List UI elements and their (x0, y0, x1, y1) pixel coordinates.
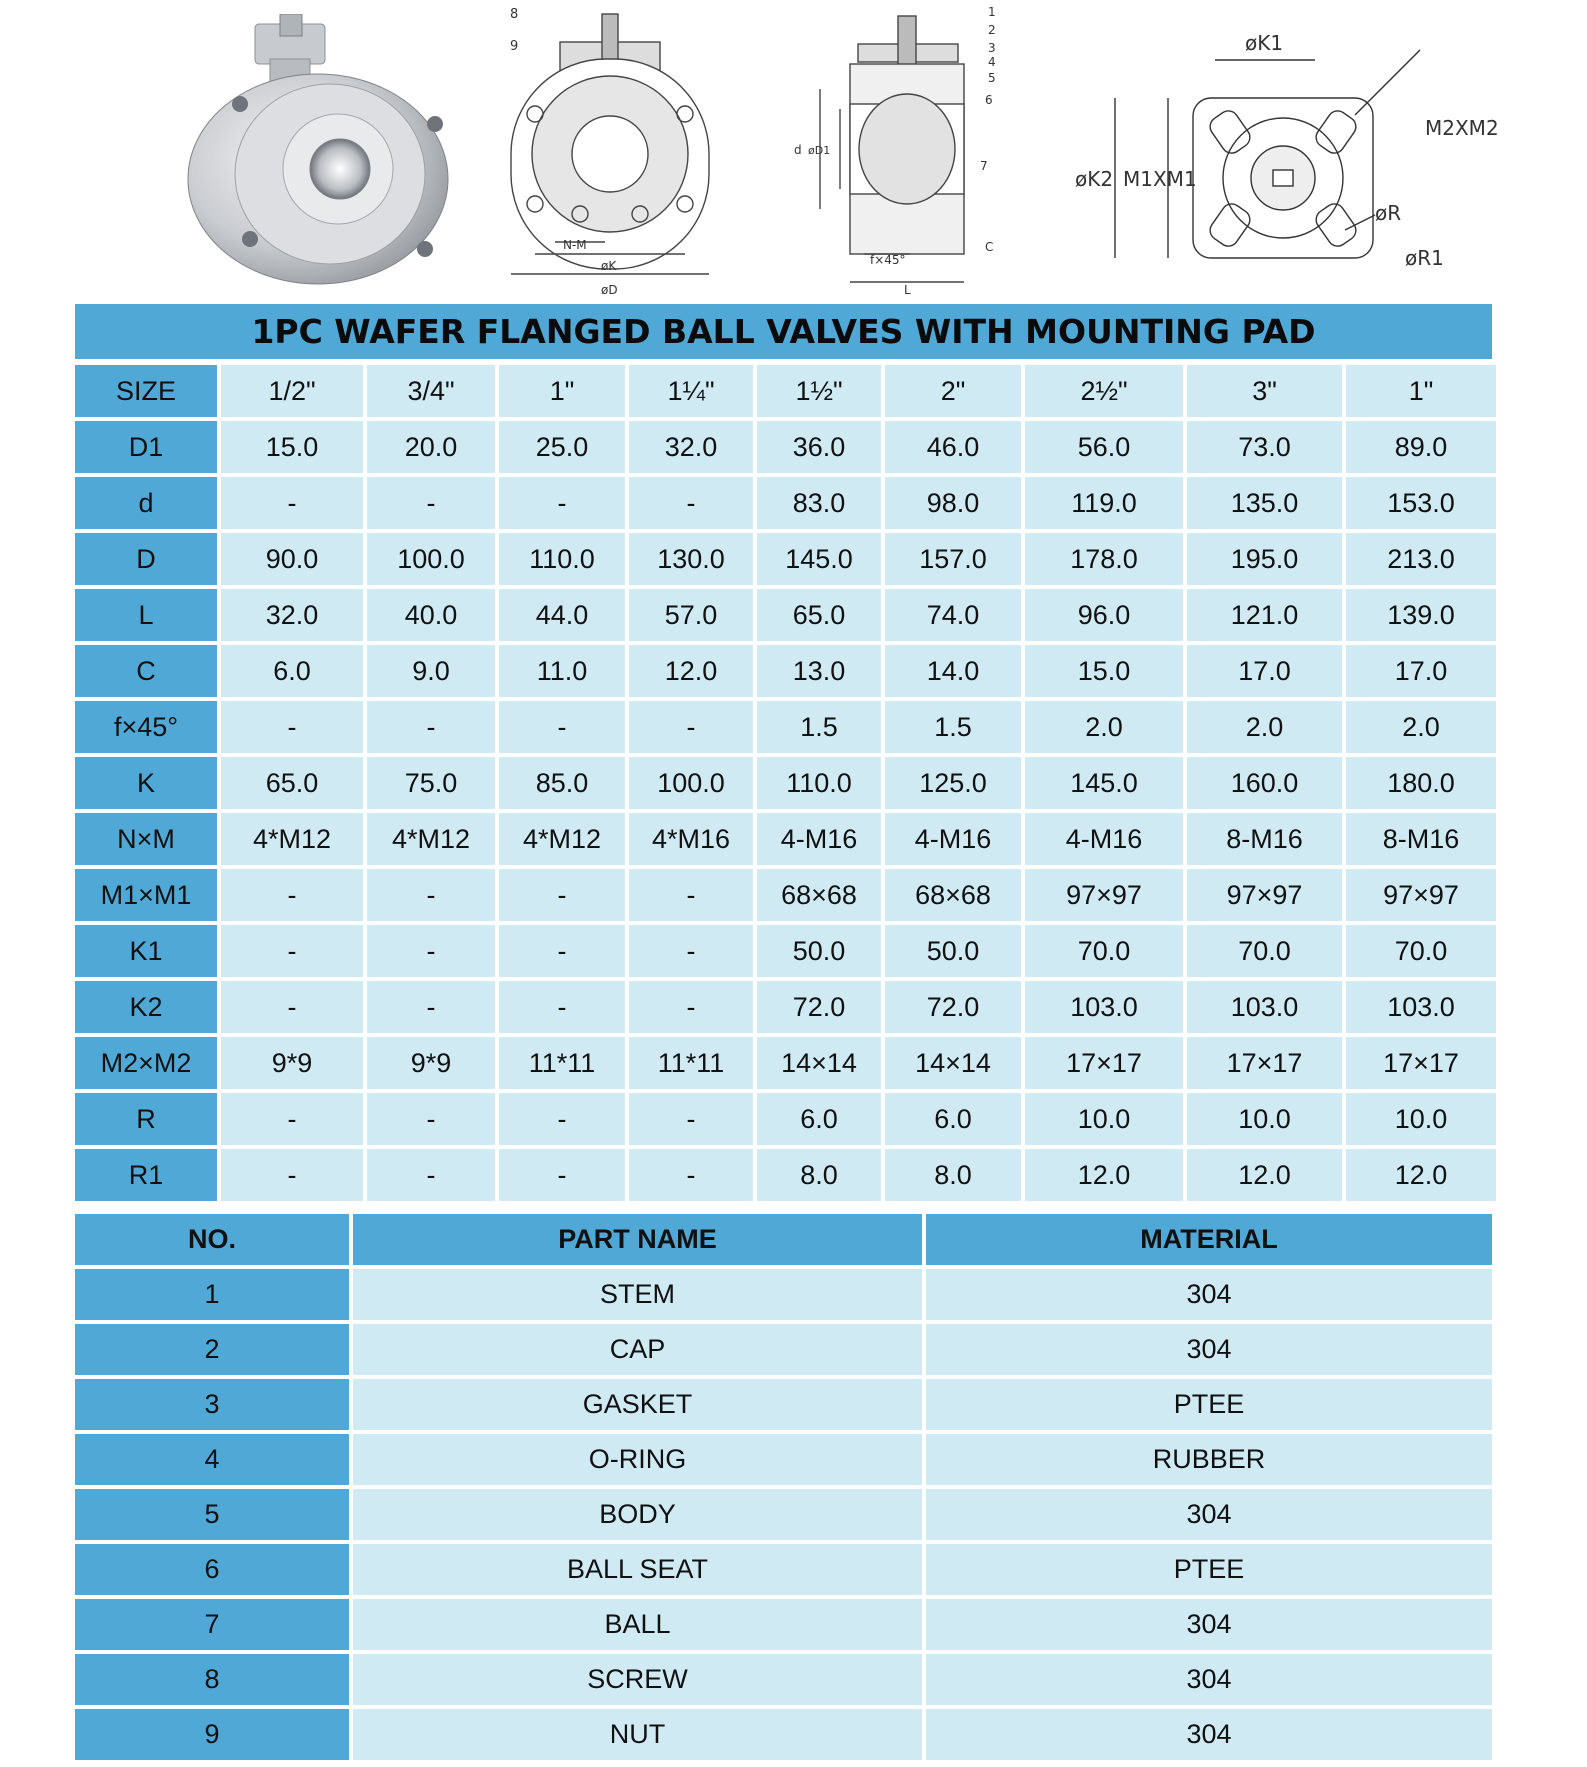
figures-strip (0, 0, 1587, 300)
value-cell: 65.0 (221, 757, 363, 809)
value-cell: 125.0 (885, 757, 1021, 809)
m1xm1-label: M1XM1 (1123, 167, 1197, 191)
value-cell: 75.0 (367, 757, 495, 809)
spec-row (75, 645, 1496, 697)
value-cell: 97×97 (1346, 869, 1496, 921)
value-cell: 73.0 (1187, 421, 1342, 473)
spec-row (75, 757, 1496, 809)
size-cell: 1¼" (629, 365, 753, 417)
value-cell: 13.0 (757, 645, 881, 697)
parts-table-body (75, 1269, 1492, 1760)
r1-label: øR1 (1405, 246, 1444, 270)
part-name: BALL (353, 1599, 922, 1650)
size-cell: 1½" (757, 365, 881, 417)
parts-row (75, 1544, 1492, 1595)
value-cell: 12.0 (629, 645, 753, 697)
parts-row (75, 1434, 1492, 1485)
value-cell: 17.0 (1187, 645, 1342, 697)
spec-row (75, 1037, 1496, 1089)
part-material: 304 (926, 1489, 1492, 1540)
value-cell: 70.0 (1346, 925, 1496, 977)
header-part-name: PART NAME (353, 1214, 922, 1265)
header-material: MATERIAL (926, 1214, 1492, 1265)
value-cell: 12.0 (1025, 1149, 1183, 1201)
row-label: R (75, 1093, 217, 1145)
value-cell: 89.0 (1346, 421, 1496, 473)
value-cell: 9*9 (221, 1037, 363, 1089)
spec-row (75, 925, 1496, 977)
chamfer-label: f×45° (870, 253, 906, 267)
value-cell: 9.0 (367, 645, 495, 697)
value-cell: 70.0 (1187, 925, 1342, 977)
value-cell: 36.0 (757, 421, 881, 473)
callout-4: 4 (988, 55, 996, 69)
value-cell: 46.0 (885, 421, 1021, 473)
value-cell: 17×17 (1346, 1037, 1496, 1089)
row-label: M1×M1 (75, 869, 217, 921)
value-cell: 25.0 (499, 421, 625, 473)
part-material: PTEE (926, 1379, 1492, 1430)
callout-9: 9 (510, 39, 519, 54)
row-label: SIZE (75, 365, 217, 417)
value-cell: 4-M16 (757, 813, 881, 865)
value-cell: 135.0 (1187, 477, 1342, 529)
part-name: STEM (353, 1269, 922, 1320)
value-cell: 103.0 (1346, 981, 1496, 1033)
l-label: L (904, 283, 911, 297)
value-cell: 12.0 (1187, 1149, 1342, 1201)
row-label: f×45° (75, 701, 217, 753)
value-cell: 98.0 (885, 477, 1021, 529)
spec-row (75, 533, 1496, 585)
value-cell: 10.0 (1187, 1093, 1342, 1145)
value-cell: 4*M12 (221, 813, 363, 865)
spec-table-body (75, 365, 1496, 1201)
value-cell: - (629, 477, 753, 529)
part-material: 304 (926, 1269, 1492, 1320)
value-cell: 50.0 (757, 925, 881, 977)
d-label: øD (601, 283, 618, 297)
value-cell: 103.0 (1025, 981, 1183, 1033)
callout-3: 3 (988, 41, 996, 55)
parts-row (75, 1599, 1492, 1650)
row-label: K1 (75, 925, 217, 977)
value-cell: 2.0 (1346, 701, 1496, 753)
value-cell: 14×14 (757, 1037, 881, 1089)
value-cell: 68×68 (885, 869, 1021, 921)
value-cell: 103.0 (1187, 981, 1342, 1033)
nm-label: N-M (563, 238, 587, 252)
value-cell: 74.0 (885, 589, 1021, 641)
value-cell: - (499, 925, 625, 977)
value-cell: 17×17 (1187, 1037, 1342, 1089)
value-cell: - (629, 1149, 753, 1201)
part-number: 4 (75, 1434, 349, 1485)
valve-photo (180, 14, 455, 289)
value-cell: 68×68 (757, 869, 881, 921)
value-cell: 56.0 (1025, 421, 1183, 473)
value-cell: - (499, 701, 625, 753)
part-material: 304 (926, 1599, 1492, 1650)
part-material: 304 (926, 1654, 1492, 1705)
parts-header-row (75, 1214, 1492, 1265)
spec-row (75, 869, 1496, 921)
value-cell: 17×17 (1025, 1037, 1183, 1089)
value-cell: - (629, 981, 753, 1033)
value-cell: - (367, 1093, 495, 1145)
part-number: 8 (75, 1654, 349, 1705)
value-cell: 70.0 (1025, 925, 1183, 977)
value-cell: 153.0 (1346, 477, 1496, 529)
part-number: 1 (75, 1269, 349, 1320)
value-cell: - (221, 869, 363, 921)
value-cell: - (221, 477, 363, 529)
spec-table (71, 361, 1500, 1205)
value-cell: 139.0 (1346, 589, 1496, 641)
value-cell: - (367, 981, 495, 1033)
value-cell: 130.0 (629, 533, 753, 585)
row-label: N×M (75, 813, 217, 865)
value-cell: 1.5 (885, 701, 1021, 753)
value-cell: 15.0 (221, 421, 363, 473)
c-label: C (985, 240, 994, 254)
value-cell: - (367, 1149, 495, 1201)
value-cell: 97×97 (1187, 869, 1342, 921)
value-cell: 195.0 (1187, 533, 1342, 585)
value-cell: 4*M12 (367, 813, 495, 865)
value-cell: 110.0 (499, 533, 625, 585)
value-cell: 11.0 (499, 645, 625, 697)
spec-row (75, 813, 1496, 865)
part-name: BALL SEAT (353, 1544, 922, 1595)
value-cell: 100.0 (629, 757, 753, 809)
value-cell: 8-M16 (1346, 813, 1496, 865)
value-cell: 1.5 (757, 701, 881, 753)
k2-label: øK2 (1075, 167, 1114, 191)
row-label: K2 (75, 981, 217, 1033)
value-cell: 145.0 (1025, 757, 1183, 809)
value-cell: 6.0 (885, 1093, 1021, 1145)
value-cell: - (367, 701, 495, 753)
bore-d-label: d (794, 143, 802, 157)
callout-2: 2 (988, 23, 996, 37)
part-name: CAP (353, 1324, 922, 1375)
value-cell: 160.0 (1187, 757, 1342, 809)
value-cell: 8-M16 (1187, 813, 1342, 865)
header-no: NO. (75, 1214, 349, 1265)
value-cell: 178.0 (1025, 533, 1183, 585)
part-material: RUBBER (926, 1434, 1492, 1485)
value-cell: - (221, 1093, 363, 1145)
value-cell: 32.0 (221, 589, 363, 641)
value-cell: 8.0 (885, 1149, 1021, 1201)
spec-row (75, 589, 1496, 641)
row-label: C (75, 645, 217, 697)
parts-row (75, 1709, 1492, 1760)
value-cell: 10.0 (1025, 1093, 1183, 1145)
value-cell: 15.0 (1025, 645, 1183, 697)
spec-row (75, 981, 1496, 1033)
value-cell: - (629, 925, 753, 977)
parts-row (75, 1379, 1492, 1430)
value-cell: 50.0 (885, 925, 1021, 977)
value-cell: 17.0 (1346, 645, 1496, 697)
part-material: 304 (926, 1324, 1492, 1375)
value-cell: 72.0 (757, 981, 881, 1033)
spec-row (75, 477, 1496, 529)
value-cell: 213.0 (1346, 533, 1496, 585)
d1-label: øD1 (808, 144, 831, 157)
callout-1: 1 (988, 5, 996, 19)
value-cell: 2.0 (1187, 701, 1342, 753)
value-cell: 8.0 (757, 1149, 881, 1201)
callout-7: 7 (980, 159, 988, 173)
value-cell: 6.0 (221, 645, 363, 697)
part-number: 6 (75, 1544, 349, 1595)
value-cell: 85.0 (499, 757, 625, 809)
value-cell: - (367, 925, 495, 977)
value-cell: 4-M16 (885, 813, 1021, 865)
parts-table (71, 1210, 1496, 1764)
value-cell: 40.0 (367, 589, 495, 641)
size-cell: 2½" (1025, 365, 1183, 417)
value-cell: - (221, 1149, 363, 1201)
size-cell: 2" (885, 365, 1021, 417)
value-cell: 97×97 (1025, 869, 1183, 921)
value-cell: 100.0 (367, 533, 495, 585)
value-cell: - (629, 701, 753, 753)
value-cell: 119.0 (1025, 477, 1183, 529)
value-cell: 9*9 (367, 1037, 495, 1089)
value-cell: 96.0 (1025, 589, 1183, 641)
value-cell: 57.0 (629, 589, 753, 641)
value-cell: 83.0 (757, 477, 881, 529)
value-cell: 157.0 (885, 533, 1021, 585)
m2xm2-label: M2XM2 (1425, 116, 1499, 140)
part-name: SCREW (353, 1654, 922, 1705)
parts-row (75, 1654, 1492, 1705)
spec-header-row (75, 365, 1496, 417)
part-number: 7 (75, 1599, 349, 1650)
callout-6: 6 (985, 93, 993, 107)
size-cell: 1" (1346, 365, 1496, 417)
spec-row (75, 1093, 1496, 1145)
value-cell: 90.0 (221, 533, 363, 585)
value-cell: 6.0 (757, 1093, 881, 1145)
callout-8: 8 (510, 7, 519, 22)
value-cell: 145.0 (757, 533, 881, 585)
size-cell: 1" (499, 365, 625, 417)
callout-5: 5 (988, 71, 996, 85)
value-cell: - (367, 869, 495, 921)
value-cell: - (629, 869, 753, 921)
value-cell: 110.0 (757, 757, 881, 809)
part-number: 2 (75, 1324, 349, 1375)
value-cell: 32.0 (629, 421, 753, 473)
value-cell: 44.0 (499, 589, 625, 641)
table-title: 1PC WAFER FLANGED BALL VALVES WITH MOUNTING PAD (75, 304, 1492, 359)
value-cell: 4*M12 (499, 813, 625, 865)
value-cell: - (499, 869, 625, 921)
mounting-pad-drawing (1075, 20, 1515, 280)
parts-row (75, 1324, 1492, 1375)
row-label: K (75, 757, 217, 809)
r-label: øR (1375, 201, 1402, 225)
value-cell: 121.0 (1187, 589, 1342, 641)
value-cell: - (499, 1149, 625, 1201)
value-cell: - (499, 1093, 625, 1145)
value-cell: 12.0 (1346, 1149, 1496, 1201)
part-name: NUT (353, 1709, 922, 1760)
value-cell: 65.0 (757, 589, 881, 641)
row-label: L (75, 589, 217, 641)
value-cell: - (221, 981, 363, 1033)
row-label: R1 (75, 1149, 217, 1201)
value-cell: 2.0 (1025, 701, 1183, 753)
front-view-drawing (505, 4, 715, 299)
size-cell: 3/4" (367, 365, 495, 417)
value-cell: - (221, 701, 363, 753)
part-material: 304 (926, 1709, 1492, 1760)
part-material: PTEE (926, 1544, 1492, 1595)
section-view-drawing (780, 4, 1010, 299)
value-cell: - (499, 477, 625, 529)
row-label: D1 (75, 421, 217, 473)
size-cell: 1/2" (221, 365, 363, 417)
value-cell: - (499, 981, 625, 1033)
spec-row (75, 1149, 1496, 1201)
k-label: øK (601, 259, 617, 273)
parts-row (75, 1269, 1492, 1320)
size-cell: 3" (1187, 365, 1342, 417)
value-cell: 180.0 (1346, 757, 1496, 809)
value-cell: 4-M16 (1025, 813, 1183, 865)
value-cell: 10.0 (1346, 1093, 1496, 1145)
part-number: 3 (75, 1379, 349, 1430)
value-cell: 4*M16 (629, 813, 753, 865)
spec-row (75, 701, 1496, 753)
spec-row (75, 421, 1496, 473)
value-cell: - (367, 477, 495, 529)
value-cell: 72.0 (885, 981, 1021, 1033)
parts-row (75, 1489, 1492, 1540)
part-number: 5 (75, 1489, 349, 1540)
value-cell: 20.0 (367, 421, 495, 473)
k1-label: øK1 (1245, 31, 1284, 55)
value-cell: 11*11 (629, 1037, 753, 1089)
value-cell: - (629, 1093, 753, 1145)
value-cell: - (221, 925, 363, 977)
value-cell: 14.0 (885, 645, 1021, 697)
part-name: O-RING (353, 1434, 922, 1485)
part-number: 9 (75, 1709, 349, 1760)
row-label: M2×M2 (75, 1037, 217, 1089)
value-cell: 11*11 (499, 1037, 625, 1089)
row-label: D (75, 533, 217, 585)
part-name: BODY (353, 1489, 922, 1540)
value-cell: 14×14 (885, 1037, 1021, 1089)
part-name: GASKET (353, 1379, 922, 1430)
row-label: d (75, 477, 217, 529)
